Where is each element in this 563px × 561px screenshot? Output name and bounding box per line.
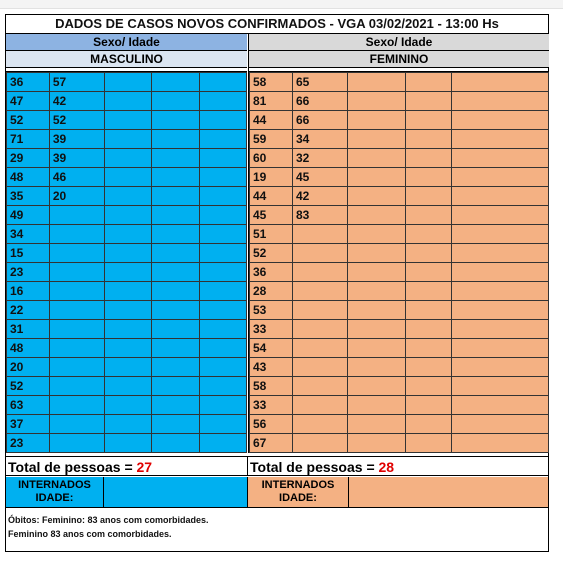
empty-cell xyxy=(104,130,152,149)
age-cell: 71 xyxy=(7,130,50,149)
age-cell: 56 xyxy=(250,415,293,434)
empty-cell xyxy=(452,396,549,415)
age-cell: 52 xyxy=(49,111,104,130)
empty-cell xyxy=(152,263,200,282)
empty-cell xyxy=(152,168,200,187)
empty-cell xyxy=(152,282,200,301)
table-row xyxy=(250,206,549,225)
table-row xyxy=(250,244,549,263)
table-row xyxy=(7,168,247,187)
empty-cell xyxy=(152,415,200,434)
feminino-total-label: Total de pessoas = xyxy=(250,459,379,475)
empty-cell xyxy=(452,149,549,168)
table-row xyxy=(7,339,247,358)
empty-cell xyxy=(152,244,200,263)
empty-cell xyxy=(348,92,406,111)
table-row xyxy=(250,396,549,415)
empty-cell xyxy=(200,73,247,92)
table-row xyxy=(7,130,247,149)
table-row xyxy=(250,282,549,301)
empty-cell xyxy=(406,187,452,206)
table-row xyxy=(7,263,247,282)
empty-cell xyxy=(348,282,406,301)
empty-cell xyxy=(452,206,549,225)
empty-cell xyxy=(348,434,406,453)
age-cell: 45 xyxy=(250,206,293,225)
age-cell: 43 xyxy=(250,358,293,377)
age-cell: 83 xyxy=(293,206,348,225)
empty-cell xyxy=(406,149,452,168)
age-cell: 19 xyxy=(250,168,293,187)
empty-cell xyxy=(406,339,452,358)
masculino-age-table xyxy=(6,72,247,453)
age-cell xyxy=(293,358,348,377)
table-row xyxy=(7,187,247,206)
table-row xyxy=(250,434,549,453)
age-cell: 36 xyxy=(250,263,293,282)
feminino-internados-label: INTERNADOS IDADE: xyxy=(248,477,349,507)
empty-cell xyxy=(452,377,549,396)
table-row xyxy=(250,301,549,320)
age-cell xyxy=(49,206,104,225)
empty-cell xyxy=(348,130,406,149)
empty-cell xyxy=(104,92,152,111)
empty-cell xyxy=(104,339,152,358)
empty-cell xyxy=(406,111,452,130)
obitos-notes xyxy=(8,513,209,541)
age-cell: 60 xyxy=(250,149,293,168)
age-cell: 66 xyxy=(293,92,348,111)
age-cell: 58 xyxy=(250,73,293,92)
table-row xyxy=(7,206,247,225)
empty-cell xyxy=(348,168,406,187)
empty-cell xyxy=(348,320,406,339)
age-cell xyxy=(293,225,348,244)
age-cell xyxy=(49,339,104,358)
table-row xyxy=(250,149,549,168)
feminino-sexo-idade-header: Sexo/ Idade xyxy=(249,34,549,51)
masculino-total xyxy=(6,456,248,476)
age-cell: 39 xyxy=(49,130,104,149)
empty-cell xyxy=(152,434,200,453)
age-cell xyxy=(293,244,348,263)
table-row xyxy=(250,263,549,282)
table-row xyxy=(250,73,549,92)
empty-cell xyxy=(348,377,406,396)
empty-cell xyxy=(200,187,247,206)
table-row xyxy=(7,320,247,339)
age-cell xyxy=(49,415,104,434)
empty-cell xyxy=(104,301,152,320)
table-row xyxy=(250,225,549,244)
empty-cell xyxy=(452,225,549,244)
empty-cell xyxy=(348,111,406,130)
empty-cell xyxy=(152,358,200,377)
masculino-section xyxy=(6,34,247,453)
age-cell xyxy=(49,225,104,244)
empty-cell xyxy=(452,301,549,320)
feminino-header: FEMININO xyxy=(249,51,549,68)
empty-cell xyxy=(406,225,452,244)
empty-cell xyxy=(200,263,247,282)
empty-cell xyxy=(200,130,247,149)
empty-cell xyxy=(406,434,452,453)
empty-cell xyxy=(152,225,200,244)
table-row xyxy=(7,434,247,453)
empty-cell xyxy=(348,415,406,434)
empty-cell xyxy=(406,244,452,263)
age-cell xyxy=(293,377,348,396)
age-cell: 31 xyxy=(7,320,50,339)
empty-cell xyxy=(452,168,549,187)
table-row xyxy=(7,149,247,168)
age-cell: 34 xyxy=(7,225,50,244)
age-cell: 33 xyxy=(250,320,293,339)
table-row xyxy=(250,339,549,358)
empty-cell xyxy=(348,187,406,206)
empty-cell xyxy=(348,149,406,168)
table-row xyxy=(250,187,549,206)
age-cell: 47 xyxy=(7,92,50,111)
age-cell xyxy=(293,434,348,453)
empty-cell xyxy=(406,282,452,301)
empty-cell xyxy=(452,434,549,453)
empty-cell xyxy=(406,415,452,434)
age-cell: 54 xyxy=(250,339,293,358)
empty-cell xyxy=(104,206,152,225)
empty-cell xyxy=(348,244,406,263)
empty-cell xyxy=(348,225,406,244)
age-cell: 45 xyxy=(293,168,348,187)
age-cell xyxy=(293,320,348,339)
age-cell: 29 xyxy=(7,149,50,168)
age-cell: 22 xyxy=(7,301,50,320)
age-cell: 44 xyxy=(250,111,293,130)
table-row xyxy=(7,225,247,244)
empty-cell xyxy=(452,339,549,358)
table-row xyxy=(250,92,549,111)
empty-cell xyxy=(104,225,152,244)
empty-cell xyxy=(152,187,200,206)
empty-cell xyxy=(104,187,152,206)
empty-cell xyxy=(152,149,200,168)
empty-cell xyxy=(406,168,452,187)
empty-cell xyxy=(104,396,152,415)
age-cell: 52 xyxy=(250,244,293,263)
masculino-header: MASCULINO xyxy=(6,51,247,68)
age-cell: 37 xyxy=(7,415,50,434)
empty-cell xyxy=(104,149,152,168)
age-cell: 23 xyxy=(7,263,50,282)
empty-cell xyxy=(152,73,200,92)
feminino-age-table xyxy=(249,72,549,453)
age-cell: 66 xyxy=(293,111,348,130)
age-cell: 32 xyxy=(293,149,348,168)
note-line-2: Feminino 83 anos com comorbidades. xyxy=(8,529,172,539)
table-row xyxy=(7,92,247,111)
age-cell: 59 xyxy=(250,130,293,149)
age-cell: 39 xyxy=(49,149,104,168)
age-cell xyxy=(49,396,104,415)
empty-cell xyxy=(348,263,406,282)
empty-cell xyxy=(200,92,247,111)
age-cell xyxy=(49,358,104,377)
empty-cell xyxy=(200,225,247,244)
empty-cell xyxy=(152,111,200,130)
empty-cell xyxy=(406,396,452,415)
age-cell: 20 xyxy=(7,358,50,377)
table-row xyxy=(250,168,549,187)
feminino-total xyxy=(248,456,548,476)
empty-cell xyxy=(200,415,247,434)
age-cell: 33 xyxy=(250,396,293,415)
masculino-internados-label: INTERNADOS IDADE: xyxy=(6,477,104,507)
age-cell: 46 xyxy=(49,168,104,187)
empty-cell xyxy=(452,320,549,339)
age-cell xyxy=(49,244,104,263)
empty-cell xyxy=(104,282,152,301)
age-cell xyxy=(49,377,104,396)
feminino-total-value: 28 xyxy=(378,459,395,475)
table-row xyxy=(7,244,247,263)
age-cell: 49 xyxy=(7,206,50,225)
empty-cell xyxy=(200,339,247,358)
empty-cell xyxy=(152,130,200,149)
empty-cell xyxy=(406,377,452,396)
table-row xyxy=(250,358,549,377)
table-row xyxy=(250,377,549,396)
empty-cell xyxy=(200,206,247,225)
empty-cell xyxy=(406,358,452,377)
age-cell: 48 xyxy=(7,339,50,358)
empty-cell xyxy=(452,415,549,434)
age-cell: 42 xyxy=(49,92,104,111)
masculino-sexo-idade-header: Sexo/ Idade xyxy=(6,34,247,51)
empty-cell xyxy=(452,130,549,149)
age-cell: 36 xyxy=(7,73,50,92)
age-cell: 20 xyxy=(49,187,104,206)
empty-cell xyxy=(200,111,247,130)
empty-cell xyxy=(104,244,152,263)
empty-cell xyxy=(152,301,200,320)
empty-cell xyxy=(406,263,452,282)
masculino-internados xyxy=(6,477,248,508)
age-cell xyxy=(49,434,104,453)
empty-cell xyxy=(452,92,549,111)
age-cell xyxy=(293,396,348,415)
age-cell: 67 xyxy=(250,434,293,453)
age-cell xyxy=(293,301,348,320)
empty-cell xyxy=(406,320,452,339)
cases-sheet xyxy=(5,14,549,552)
table-row xyxy=(7,358,247,377)
feminino-internados-value xyxy=(349,477,548,507)
table-row xyxy=(250,320,549,339)
empty-cell xyxy=(200,282,247,301)
empty-cell xyxy=(152,320,200,339)
table-row xyxy=(7,282,247,301)
age-cell xyxy=(49,263,104,282)
age-cell: 35 xyxy=(7,187,50,206)
empty-cell xyxy=(104,73,152,92)
age-cell: 34 xyxy=(293,130,348,149)
age-cell: 15 xyxy=(7,244,50,263)
age-cell: 52 xyxy=(7,111,50,130)
age-cell: 28 xyxy=(250,282,293,301)
empty-cell xyxy=(452,73,549,92)
feminino-section xyxy=(248,34,549,453)
empty-cell xyxy=(104,168,152,187)
age-cell xyxy=(293,263,348,282)
age-cell: 23 xyxy=(7,434,50,453)
empty-cell xyxy=(152,339,200,358)
age-cell: 53 xyxy=(250,301,293,320)
table-row xyxy=(250,130,549,149)
empty-cell xyxy=(104,263,152,282)
empty-cell xyxy=(406,130,452,149)
empty-cell xyxy=(452,282,549,301)
age-cell xyxy=(293,339,348,358)
empty-cell xyxy=(104,415,152,434)
masculino-total-value: 27 xyxy=(136,459,153,475)
empty-cell xyxy=(348,339,406,358)
empty-cell xyxy=(452,263,549,282)
empty-cell xyxy=(152,377,200,396)
empty-cell xyxy=(452,358,549,377)
masculino-internados-value xyxy=(104,477,247,507)
empty-cell xyxy=(104,377,152,396)
masculino-total-label: Total de pessoas = xyxy=(8,459,137,475)
empty-cell xyxy=(348,358,406,377)
age-cell: 51 xyxy=(250,225,293,244)
age-cell xyxy=(293,282,348,301)
empty-cell xyxy=(200,396,247,415)
age-cell: 57 xyxy=(49,73,104,92)
table-row xyxy=(7,415,247,434)
note-line-1: Óbitos: Feminino: 83 anos com comorbidades. xyxy=(8,515,209,525)
empty-cell xyxy=(348,396,406,415)
empty-cell xyxy=(452,187,549,206)
empty-cell xyxy=(152,92,200,111)
empty-cell xyxy=(452,111,549,130)
age-cell: 58 xyxy=(250,377,293,396)
age-cell: 63 xyxy=(7,396,50,415)
empty-cell xyxy=(104,434,152,453)
table-row xyxy=(7,73,247,92)
table-row xyxy=(250,415,549,434)
table-row xyxy=(250,111,549,130)
empty-cell xyxy=(348,73,406,92)
empty-cell xyxy=(200,244,247,263)
empty-cell xyxy=(200,320,247,339)
table-row xyxy=(7,377,247,396)
empty-cell xyxy=(200,377,247,396)
age-cell: 48 xyxy=(7,168,50,187)
empty-cell xyxy=(104,320,152,339)
empty-cell xyxy=(406,206,452,225)
age-cell: 65 xyxy=(293,73,348,92)
age-cell xyxy=(293,415,348,434)
empty-cell xyxy=(348,206,406,225)
empty-cell xyxy=(406,92,452,111)
empty-cell xyxy=(200,358,247,377)
age-cell xyxy=(49,301,104,320)
age-cell: 81 xyxy=(250,92,293,111)
empty-cell xyxy=(152,396,200,415)
age-cell: 44 xyxy=(250,187,293,206)
window-top-strip xyxy=(0,0,563,9)
feminino-internados xyxy=(248,477,548,508)
sheet-title: DADOS DE CASOS NOVOS CONFIRMADOS - VGA 03/02/2021 - 13:00 Hs xyxy=(6,15,548,34)
empty-cell xyxy=(200,168,247,187)
empty-cell xyxy=(200,434,247,453)
empty-cell xyxy=(452,244,549,263)
age-cell xyxy=(49,320,104,339)
table-row xyxy=(7,396,247,415)
empty-cell xyxy=(348,301,406,320)
empty-cell xyxy=(406,73,452,92)
table-row xyxy=(7,301,247,320)
age-cell: 52 xyxy=(7,377,50,396)
empty-cell xyxy=(200,149,247,168)
empty-cell xyxy=(200,301,247,320)
age-cell: 42 xyxy=(293,187,348,206)
empty-cell xyxy=(104,358,152,377)
empty-cell xyxy=(152,206,200,225)
age-cell xyxy=(49,282,104,301)
empty-cell xyxy=(104,111,152,130)
empty-cell xyxy=(406,301,452,320)
table-row xyxy=(7,111,247,130)
age-cell: 16 xyxy=(7,282,50,301)
